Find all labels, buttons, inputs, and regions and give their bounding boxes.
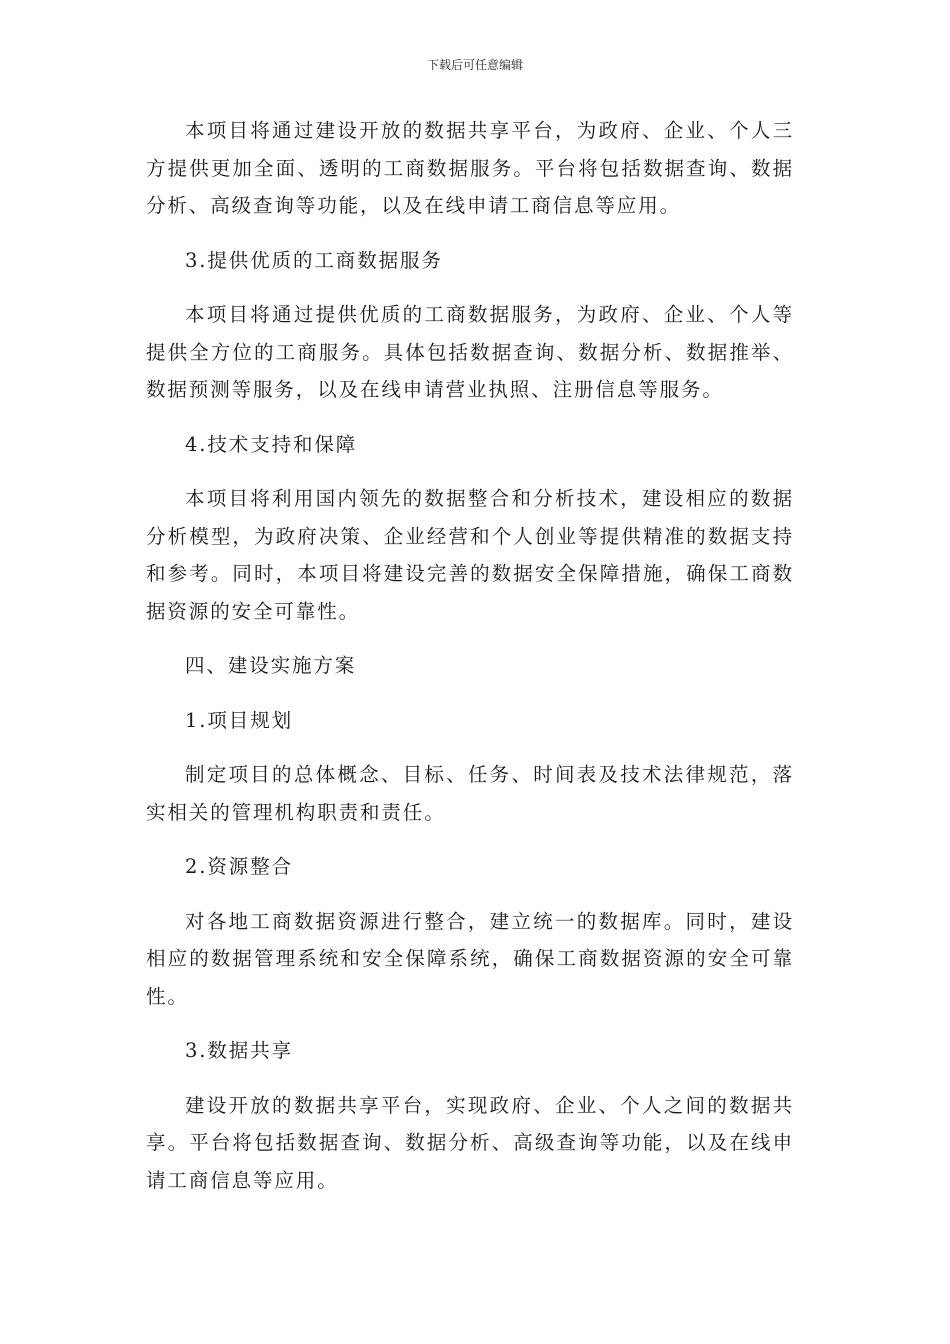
section-heading-quality-service: 3.提供优质的工商数据服务	[185, 248, 443, 272]
paragraph-tech-support: 本项目将利用国内领先的数据整合和分析技术，建设相应的数据分析模型，为政府决策、企业经营和个人创业等提供精准的数据支持和参考。同时，本项目将建设完善的数据安全保障措施，确保工商数据资源的安全可靠性。	[146, 487, 794, 623]
paragraph-planning: 制定项目的总体概念、目标、任务、时间表及技术法律规范，落实相关的管理机构职责和责任。	[146, 763, 794, 824]
section-heading-resource-integration: 2.资源整合	[185, 855, 294, 878]
document-body	[146, 112, 794, 1199]
chapter-heading-implementation: 四、建设实施方案	[185, 654, 357, 677]
paragraph-quality-service: 本项目将通过提供优质的工商数据服务，为政府、企业、个人等提供全方位的工商服务。具体包括数据查询、数据分析、数据推举、数据预测等服务，以及在线申请营业执照、注册信息等服务。	[146, 303, 794, 401]
paragraph-resource-integration: 对各地工商数据资源进行整合，建立统一的数据库。同时，建设相应的数据管理系统和安全保障系统，确保工商数据资源的安全可靠性。	[146, 909, 794, 1008]
page-header: 下载后可任意编辑	[426, 58, 523, 72]
section-heading-tech-support: 4.技术支持和保障	[185, 432, 358, 456]
paragraph-platform-intro: 本项目将通过建设开放的数据共享平台，为政府、企业、个人三方提供更加全面、透明的工商数据服务。平台将包括数据查询、数据分析、高级查询等功能，以及在线申请工商信息等应用。	[146, 119, 794, 217]
section-heading-planning: 1.项目规划	[185, 708, 294, 732]
section-heading-data-sharing: 3.数据共享	[185, 1039, 294, 1062]
paragraph-data-sharing: 建设开放的数据共享平台，实现政府、企业、个人之间的数据共享。平台将包括数据查询、数据分析、高级查询等功能，以及在线申请工商信息等应用。	[146, 1093, 794, 1192]
